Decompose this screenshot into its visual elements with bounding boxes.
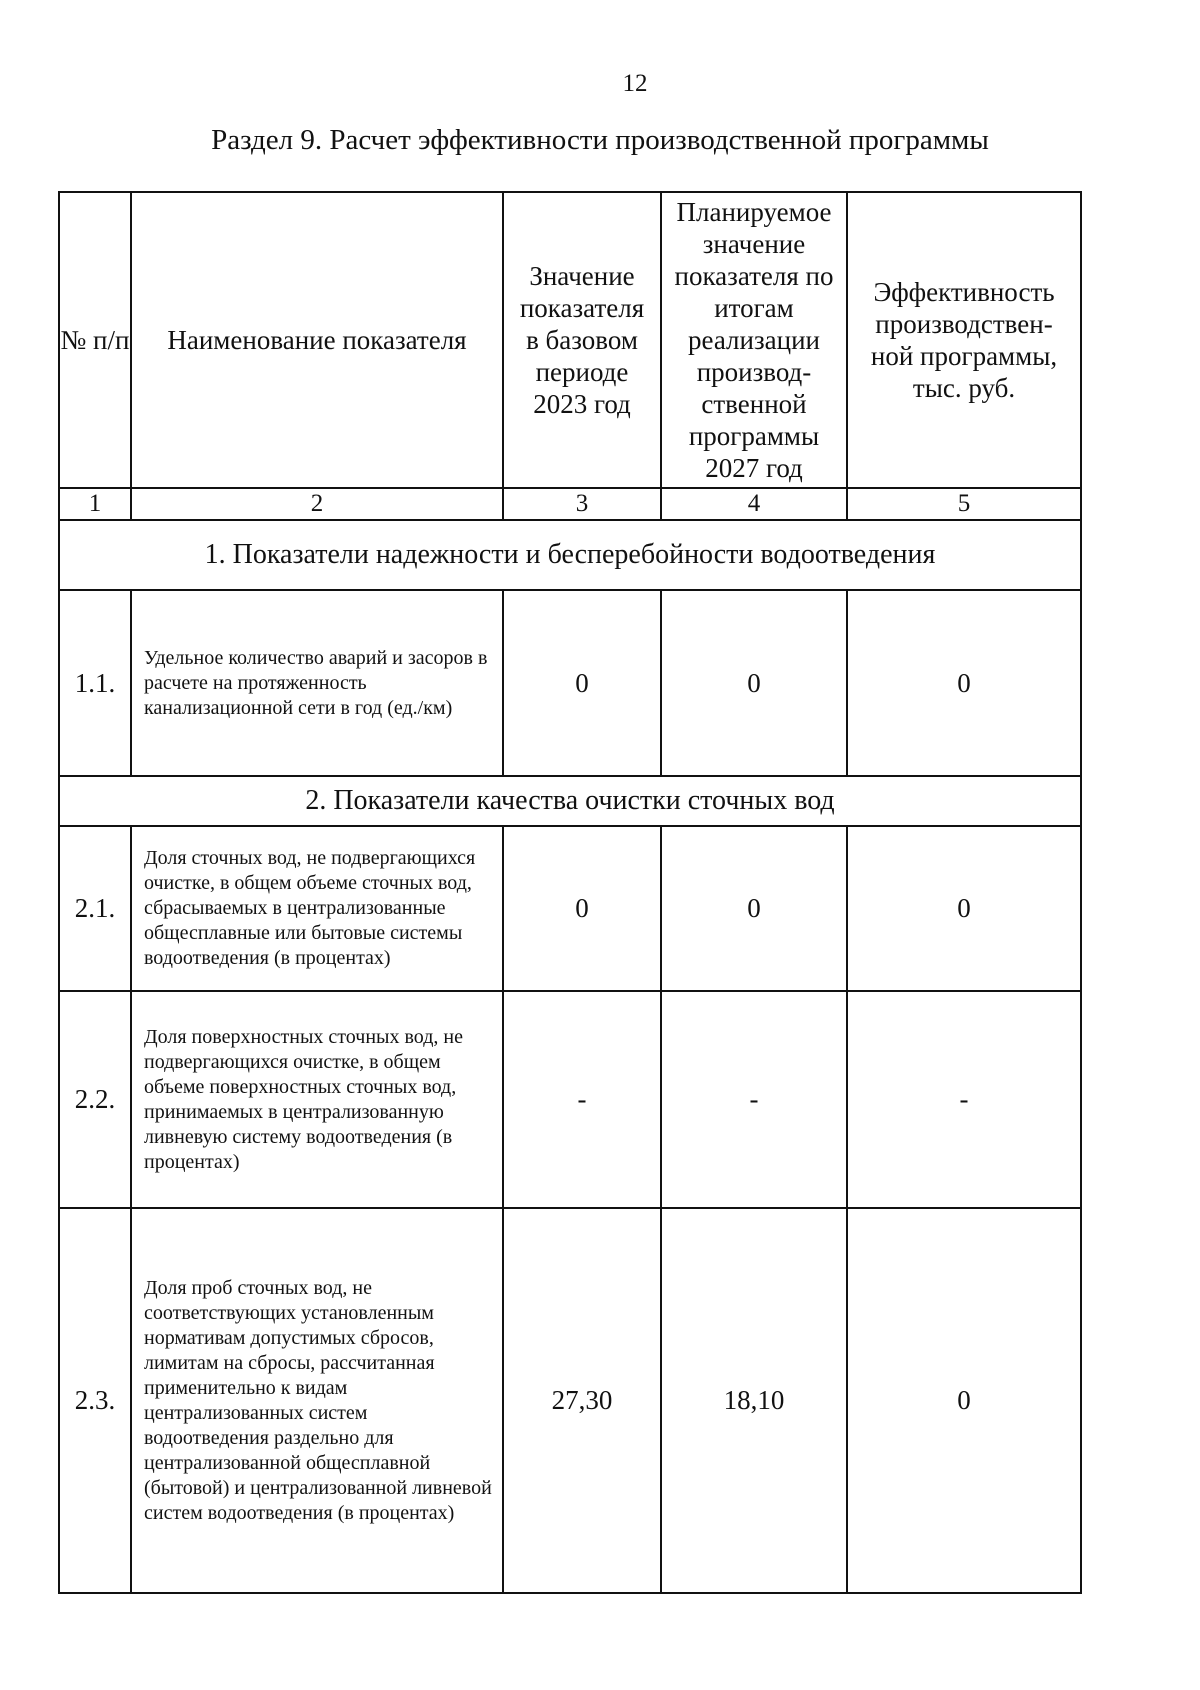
column-number: 4	[661, 488, 847, 520]
efficiency-value: -	[847, 991, 1081, 1208]
table-row	[59, 826, 1081, 991]
indicator-name: Доля проб сточных вод, не соответствующих установленным нормативам допустимых сбросов, лимитам на сбросы, рассчитанная применительно к видам централизованных систем водоотведения раздельно для централизованной общесплавной (бытовой) и централизованной ливневой систем водоотведения (в процентах)	[131, 1208, 503, 1593]
section1-title: 1. Показатели надежности и бесперебойности водоотведения	[59, 520, 1081, 590]
column-number: 1	[59, 488, 131, 520]
header-row	[59, 192, 1081, 488]
row-number: 1.1.	[59, 590, 131, 776]
planned-value: 0	[661, 826, 847, 991]
efficiency-table	[58, 191, 1082, 1594]
efficiency-value: 0	[847, 826, 1081, 991]
column-number: 5	[847, 488, 1081, 520]
header-efficiency: Эффективность производствен-ной программы, тыс. руб.	[847, 192, 1081, 488]
base-value: 0	[503, 826, 661, 991]
row-number: 2.1.	[59, 826, 131, 991]
table-row	[59, 991, 1081, 1208]
planned-value: -	[661, 991, 847, 1208]
section-header-row	[59, 776, 1081, 826]
header-base: Значение показателя в базовом периоде 2023 год	[503, 192, 661, 488]
efficiency-value: 0	[847, 1208, 1081, 1593]
row-number: 2.3.	[59, 1208, 131, 1593]
table-row	[59, 1208, 1081, 1593]
table-row	[59, 590, 1081, 776]
planned-value: 18,10	[661, 1208, 847, 1593]
page-number: 12	[622, 70, 648, 97]
indicator-name: Удельное количество аварий и засоров в расчете на протяженность канализационной сети в год (ед./км)	[131, 590, 503, 776]
row-number: 2.2.	[59, 991, 131, 1208]
section-header-row	[59, 520, 1081, 590]
efficiency-value: 0	[847, 590, 1081, 776]
column-number: 2	[131, 488, 503, 520]
base-value: 27,30	[503, 1208, 661, 1593]
planned-value: 0	[661, 590, 847, 776]
section2-title: 2. Показатели качества очистки сточных вод	[59, 776, 1081, 826]
column-number: 3	[503, 488, 661, 520]
base-value: -	[503, 991, 661, 1208]
base-value: 0	[503, 590, 661, 776]
column-numbers-row	[59, 488, 1081, 520]
header-name: Наименование показателя	[131, 192, 503, 488]
section-title: Раздел 9. Расчет эффективности производственной программы	[211, 124, 989, 156]
header-planned: Планируемое значение показателя по итогам реализации производ-ственной программы 2027 год	[661, 192, 847, 488]
indicator-name: Доля поверхностных сточных вод, не подвергающихся очистке, в общем объеме поверхностных сточных вод, принимаемых в централизованную ливневую систему водоотведения (в процентах)	[131, 991, 503, 1208]
header-num: № п/п	[59, 192, 131, 488]
indicator-name: Доля сточных вод, не подвергающихся очистке, в общем объеме сточных вод, сбрасываемых в централизованные общесплавные или бытовые системы водоотведения (в процентах)	[131, 826, 503, 991]
